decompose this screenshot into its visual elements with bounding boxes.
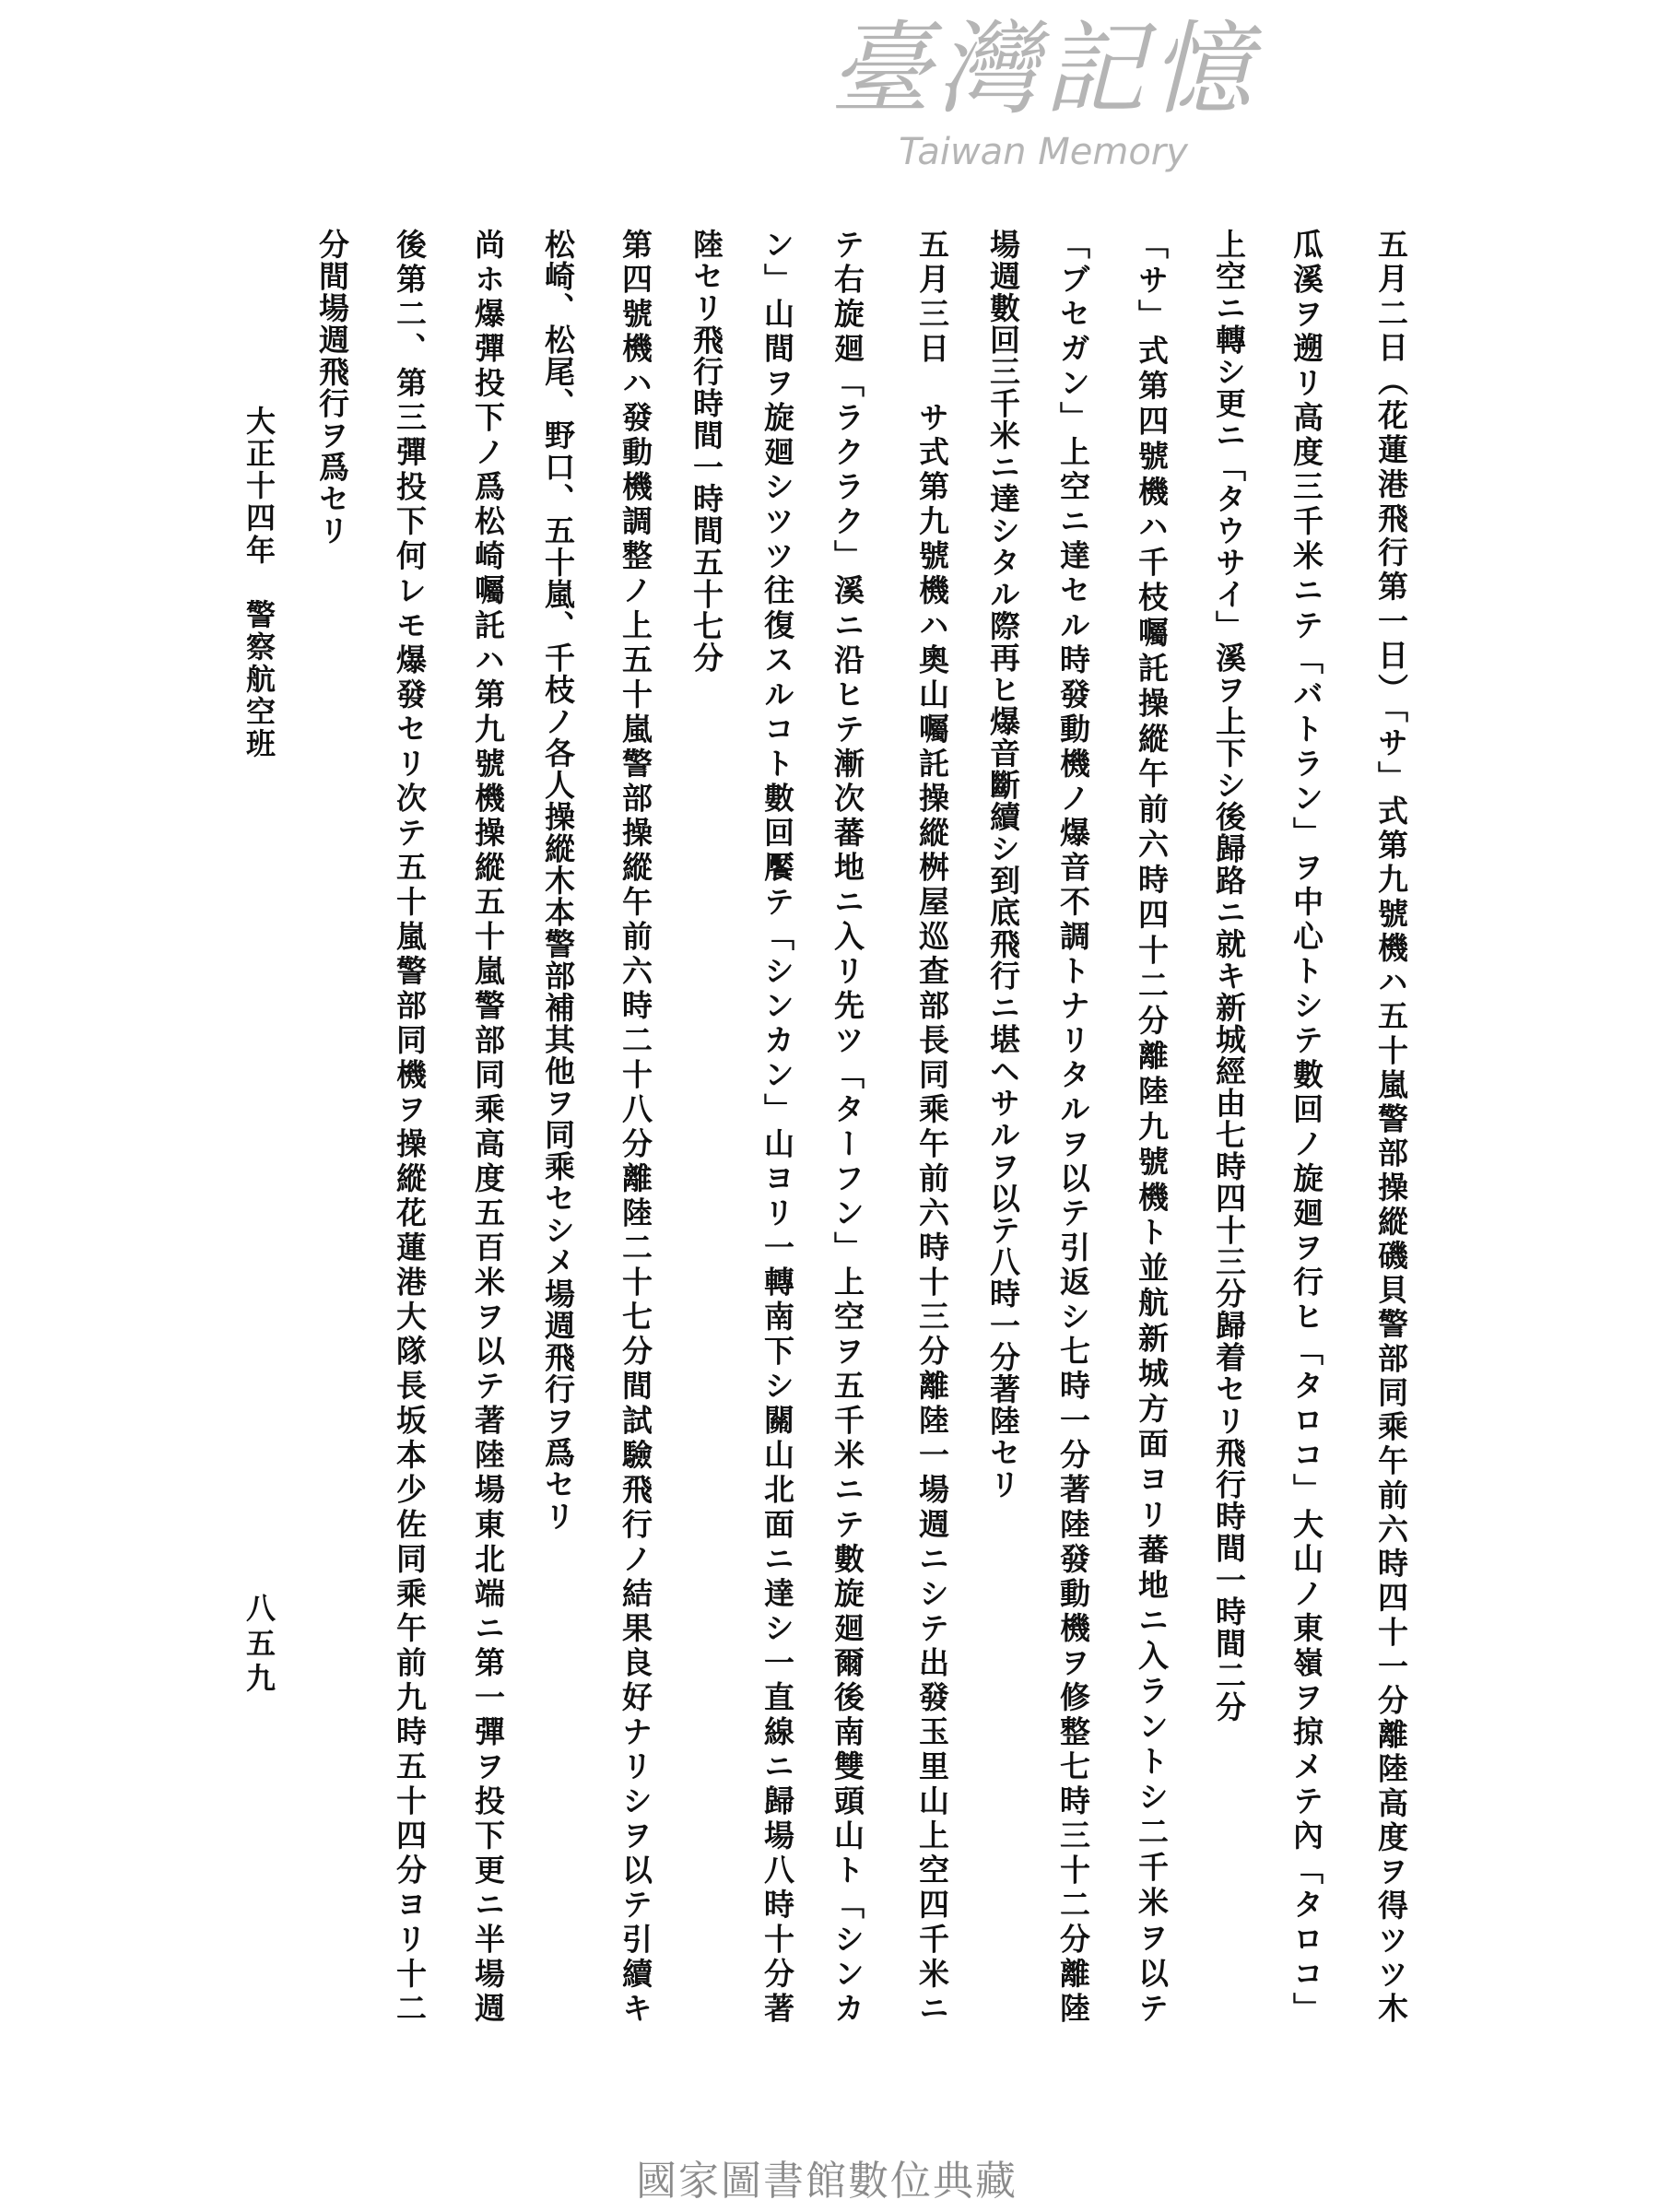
- text-column-15: 分間場週飛行ヲ爲セリ: [314, 229, 350, 547]
- running-footer-title: 大正十四年 警察航空班: [241, 406, 276, 760]
- text-column-1: 五月二日（花蓮港飛行第一日）「サ」式第九號機ハ五十嵐警部操縱磯貝警部同乘午前六時四十一分離陸高度ヲ得ツツ木: [1373, 229, 1409, 2024]
- page-number: 八五九: [241, 1593, 276, 1698]
- text-column-3: 上空ニ轉シ更ニ「タウサイ」溪ヲ上下シ後歸路ニ就キ新城經由七時四十三分歸着セリ飛行時間一時間二分: [1211, 229, 1247, 1724]
- text-column-7: 五月三日 サ式第九號機ハ奧山囑託操縱桝屋巡查部長同乘午前六時十三分離陸一場週ニシテ出發玉里山上空四千米ニ: [914, 229, 950, 2024]
- text-column-10: 陸セリ飛行時間一時間五十七分: [688, 229, 724, 674]
- watermark-logo: [830, 9, 1257, 175]
- text-column-8: テ右旋廻「ラクラク」溪ニ沿ヒテ漸次蕃地ニ入リ先ツ「ターフン」上空ヲ五千米ニテ數旋廻爾後南雙頭山ト「シンカ: [830, 229, 865, 2024]
- archive-label: 國家圖書館數位典藏: [636, 2158, 1018, 2205]
- text-column-13: 尚ホ爆彈投下ノ爲松崎囑託ハ第九號機操縱五十嵐警部同乘高度五百米ヲ以テ著陸場東北端ニ第一彈ヲ投下更ニ半場週: [470, 229, 506, 2025]
- text-column-12: 松崎、松尾、野口、五十嵐、千枝ノ各人操縱木本警部補其他ヲ同乘セシメ場週飛行ヲ爲セリ: [540, 229, 576, 1533]
- watermark-english: Taiwan Memory: [899, 131, 1188, 173]
- watermark-chinese: 臺灣記憶: [830, 10, 1257, 128]
- text-column-4: 「サ」式第四號機ハ千枝囑託操縱午前六時四十二分離陸九號機ト並航新城方面ヨリ蕃地ニ入ラントシ二千米ヲ以テ: [1134, 229, 1170, 2025]
- text-column-11: 第四號機ハ發動機調整ノ上五十嵐警部操縱午前六時二十八分離陸二十七分間試驗飛行ノ結果良好ナリシヲ以テ引續キ: [618, 229, 653, 2025]
- text-column-14: 後第二、第三彈投下何レモ爆發セリ次テ五十嵐警部同機ヲ操縱花蓮港大隊長坂本少佐同乘午前九時五十四分ヨリ十二: [392, 229, 428, 2024]
- text-column-5: 「ブセガン」上空ニ達セル時發動機ノ爆音不調トナリタルヲ以テ引返シ七時一分著陸發動機ヲ修整七時三十二分離陸: [1055, 229, 1091, 2025]
- text-column-2: 瓜溪ヲ遡リ高度三千米ニテ「バトラン」ヲ中心トシテ數回ノ旋廻ヲ行ヒ「タロコ」大山ノ東嶺ヲ掠メテ內「タロコ」: [1288, 229, 1324, 2025]
- text-column-9: ン」山間ヲ旋廻シツツ往復スルコト數回饜テ「シンカン」山ヨリ一轉南下シ關山北面ニ達シ一直線ニ歸場八時十分著: [759, 229, 795, 2025]
- text-column-6: 場週數回三千米ニ達シタル際再ヒ爆音斷續シ到底飛行ニ堪ヘサルヲ以テ八時一分著陸セリ: [985, 229, 1021, 1500]
